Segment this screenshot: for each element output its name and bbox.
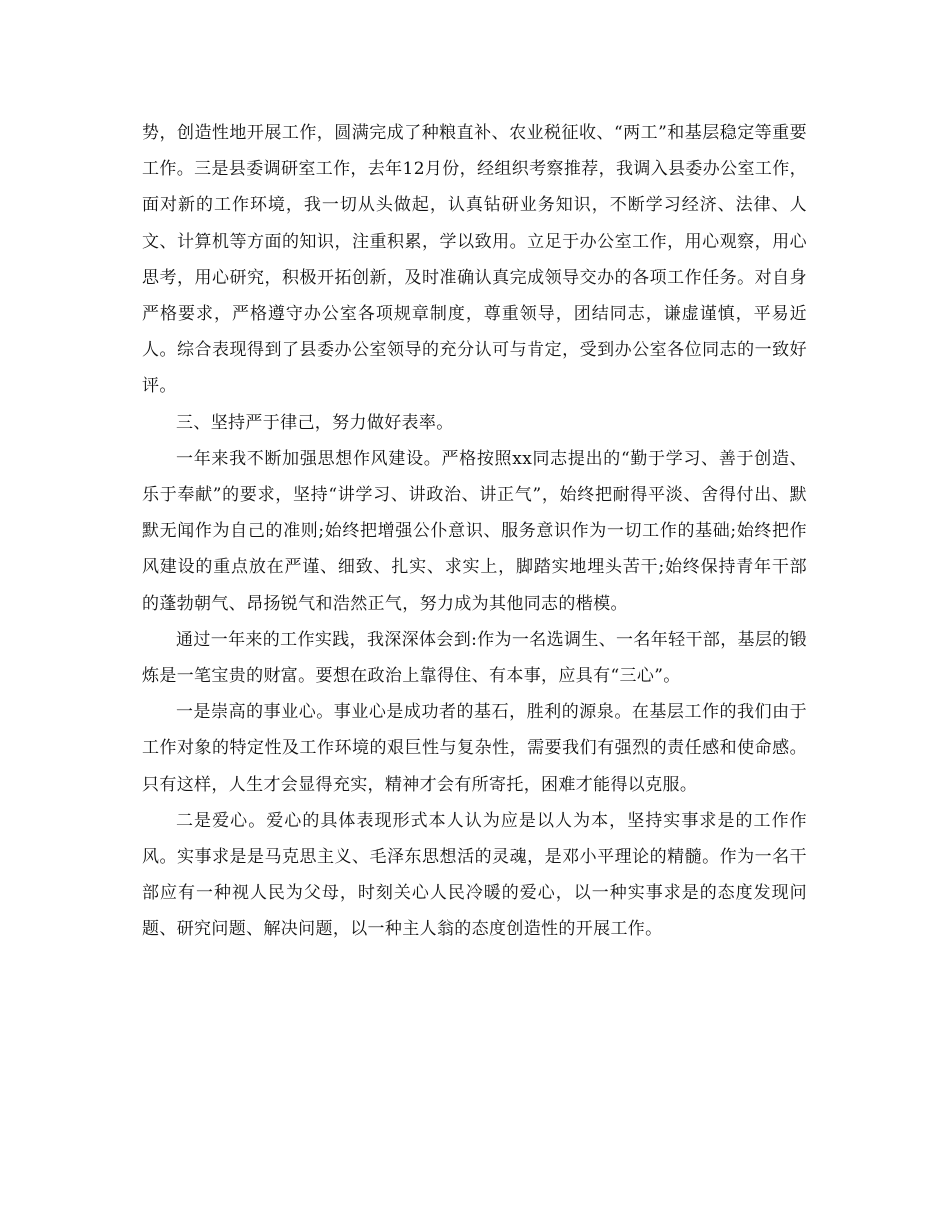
paragraph-love-heart: 二是爱心。爱心的具体表现形式本人认为应是以人为本，坚持实事求是的工作作风。实事求是是马克思主义、毛泽东思想活的灵魂，是邓小平理论的精髓。作为一名干部应有一种视人民为父母，时刻关心人民冷暖的爱心，以一种实事求是的态度发现问题、研究问题、解决问题，以一种主人翁的态度创造性的开展工作。	[142, 810, 807, 940]
paragraph-style-building: 一年来我不断加强思想作风建设。严格按照xx同志提出的“勤于学习、善于创造、乐于奉献”的要求，坚持“讲学习、讲政治、讲正气”，始终把耐得平淡、舍得付出、默默无闻作为自己的准则;始终把增强公仆意识、服务意识作为一切工作的基础;始终把作风建设的重点放在严谨、细致、扎实、求实上，脚踏实地埋头苦干;始终保持青年干部的蓬勃朝气、昂扬锐气和浩然正气，努力成为其他同志的楷模。	[142, 448, 807, 614]
paragraph-three-hearts: 通过一年来的工作实践，我深深体会到:作为一名选调生、一名年轻干部，基层的锻炼是一笔宝贵的财富。要想在政治上靠得住、有本事，应具有“三心”。	[142, 629, 807, 687]
section-heading-3: 三、坚持严于律己，努力做好表率。	[176, 412, 454, 433]
document-body	[142, 115, 807, 948]
paragraph-continuation: 势，创造性地开展工作，圆满完成了种粮直补、农业税征收、“两工”和基层稳定等重要工作。三是县委调研室工作，去年12月份，经组织考察推荐，我调入县委办公室工作，面对新的工作环境，我一切从头做起，认真钻研业务知识，不断学习经济、法律、人文、计算机等方面的知识，注重积累，学以致用。立足于办公室工作，用心观察，用心思考，用心研究，积极开拓创新，及时准确认真完成领导交办的各项工作任务。对自身严格要求，严格遵守办公室各项规章制度，尊重领导，团结同志，谦虚谨慎，平易近人。综合表现得到了县委办公室领导的充分认可与肯定，受到办公室各位同志的一致好评。	[142, 123, 807, 397]
paragraph-career-heart: 一是崇高的事业心。事业心是成功者的基石，胜利的源泉。在基层工作的我们由于工作对象的特定性及工作环境的艰巨性与复杂性，需要我们有强烈的责任感和使命感。只有这样，人生才会显得充实，精神才会有所寄托，困难才能得以克服。	[142, 702, 807, 795]
